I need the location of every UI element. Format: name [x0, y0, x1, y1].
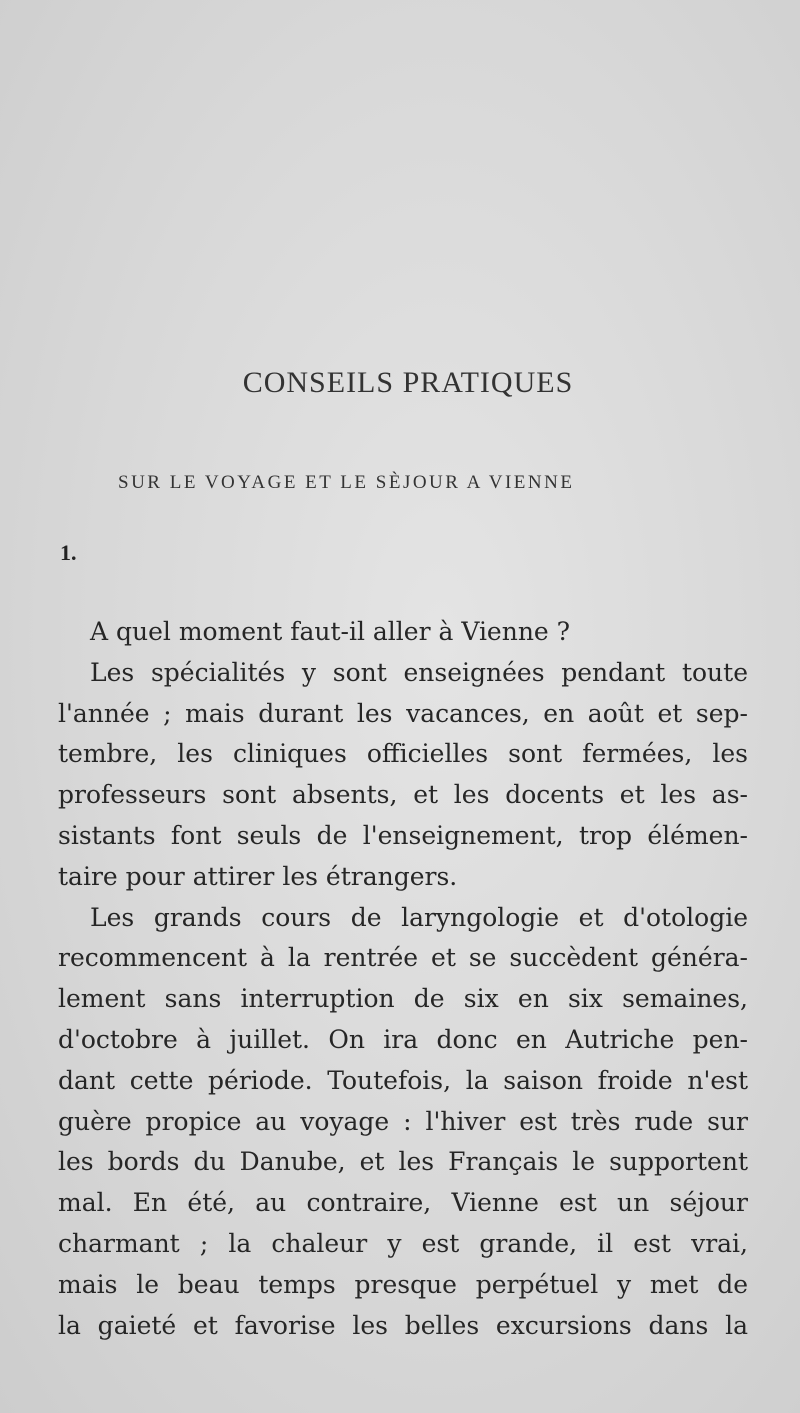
text-line: sistants font seuls de l'enseignement, trop élémen-	[58, 820, 748, 850]
text-line: A quel moment faut-il aller à Vienne ?	[90, 617, 571, 646]
text-line: dant cette période. Toutefois, la saison froide n'est	[58, 1065, 748, 1095]
text-line: taire pour attirer les étrangers.	[58, 861, 458, 891]
text-line: professeurs sont absents, et les docents et les as-	[58, 780, 748, 810]
text-line: tembre, les cliniques officielles sont fermées, les	[58, 739, 748, 769]
text-line: recommencent à la rentrée et se succèdent généra-	[58, 943, 748, 973]
section-number: 1.	[60, 540, 77, 565]
text-line: les bords du Danube, et les Français le supportent	[58, 1147, 748, 1177]
text-line: mais le beau temps presque perpétuel y met de	[58, 1269, 748, 1299]
text-line: la gaieté et favorise les belles excursions dans la	[58, 1310, 748, 1340]
body-text	[58, 612, 748, 1346]
text-line: lement sans interruption de six en six semaines,	[58, 984, 748, 1014]
text-line: mal. En été, au contraire, Vienne est un séjour	[58, 1188, 748, 1218]
text-line: d'octobre à juillet. On ira donc en Autriche pen-	[58, 1024, 748, 1054]
text-line: Les grands cours de laryngologie et d'otologie	[90, 902, 748, 932]
text-line: guère propice au voyage : l'hiver est très rude sur	[58, 1106, 748, 1136]
page-subtitle: SUR LE VOYAGE ET LE SÈJOUR A VIENNE	[118, 472, 575, 493]
text-line: charmant ; la chaleur y est grande, il est vrai,	[58, 1228, 748, 1258]
page-title: CONSEILS PRATIQUES	[242, 366, 574, 399]
text-line: Les spécialités y sont enseignées pendant toute	[90, 657, 748, 687]
text-line: l'année ; mais durant les vacances, en août et sep-	[58, 698, 748, 728]
